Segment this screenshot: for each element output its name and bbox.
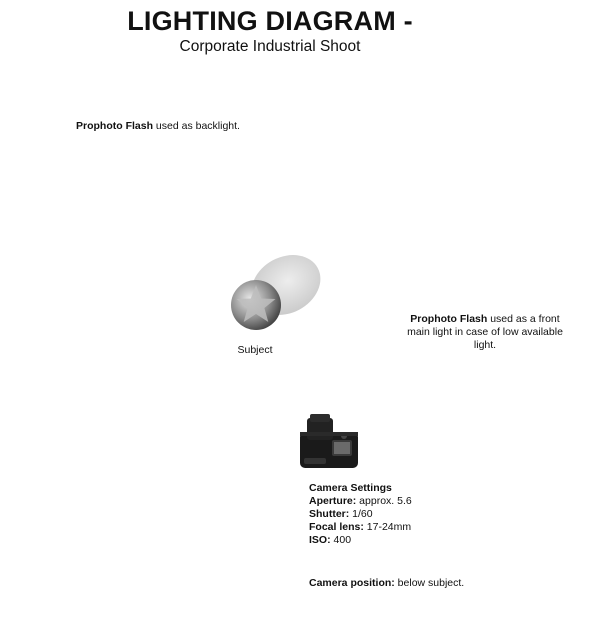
front-light-name: Prophoto Flash [410, 313, 488, 325]
camera-icon [298, 412, 362, 472]
setting-shutter: Shutter: 1/60 [309, 508, 373, 520]
camera-position-label: Camera position: [309, 577, 395, 589]
setting-iso: ISO: 400 [309, 534, 352, 546]
front-light-note [400, 313, 570, 352]
front-light-text: used as a front main light in case of low available light. [407, 313, 563, 351]
setting-aperture: Aperture: approx. 5.6 [309, 495, 412, 507]
diagram-subtitle: Corporate Industrial Shoot [179, 38, 361, 55]
camera-position-note [309, 577, 464, 589]
backlight-name: Prophoto Flash [76, 120, 153, 132]
camera-settings [309, 482, 412, 547]
setting-focal-lens: Focal lens: 17-24mm [309, 521, 412, 533]
backlight-text: used as backlight. [153, 120, 240, 132]
backlight-note [76, 120, 240, 133]
camera-position-value: below subject. [394, 577, 465, 589]
subject-diagram [224, 252, 326, 338]
camera-settings-heading: Camera Settings [309, 482, 392, 494]
diagram-title: LIGHTING DIAGRAM - [127, 6, 413, 36]
subject-label: Subject [237, 344, 273, 356]
